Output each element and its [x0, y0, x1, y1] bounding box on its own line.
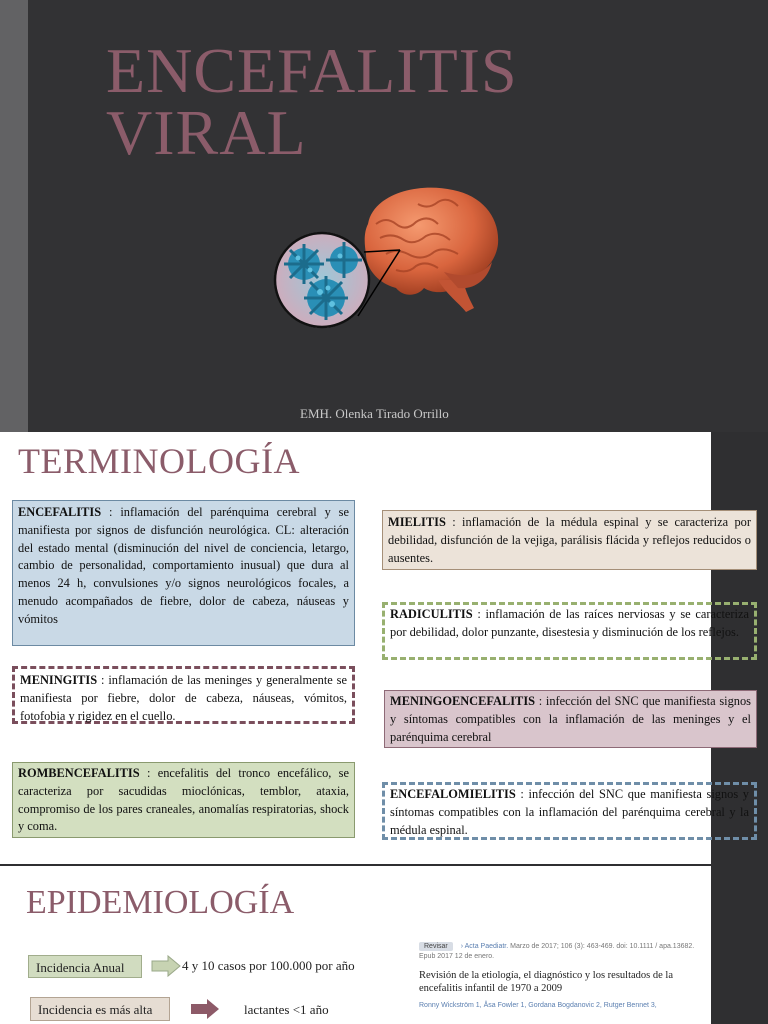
arrow-right-icon — [152, 956, 180, 976]
term-label: ROMBENCEFALITIS — [18, 766, 140, 780]
slide-title — [106, 35, 518, 168]
definition-box-mielitis — [382, 510, 757, 570]
definition-text: infección del SNC que manifiesta signos y síntomas compatibles con la inflamación del parénquima cerebral y la médula espinal. — [390, 787, 749, 837]
definition-text: inflamación de las meninges y generalmente se manifiesta por fiebre, dolor de cabeza, náuseas, vómitos, fotofobia y rigidez en el cuello. — [20, 673, 348, 723]
title-slide — [0, 0, 768, 432]
definition-box-meningoencefalitis — [384, 690, 757, 748]
brain-virus-illustration — [268, 184, 508, 334]
term-label: ENCEFALOMIELITIS — [390, 787, 516, 801]
separator: : — [515, 787, 529, 801]
virus-magnifier-icon — [268, 224, 378, 334]
slide-title: EPIDEMIOLOGÍA — [26, 884, 295, 921]
definition-box-meningitis — [12, 666, 355, 724]
definition-text: infección del SNC que manifiesta signos y síntomas compatibles con la inflamación de las meninges y el parénquima cerebral — [390, 694, 751, 744]
term-label: MIELITIS — [388, 515, 446, 529]
title-line-2: VIRAL — [106, 97, 307, 168]
chevron-right-icon: › — [460, 943, 464, 950]
citation-text: Marzo de 2017; 106 (3): 463-469. doi: 10.1111 / apa.13682. — [510, 943, 695, 950]
definition-box-encefalomielitis — [382, 782, 757, 840]
terminology-slide — [0, 432, 751, 864]
definition-text: inflamación de las raíces nerviosas y se caracteriza por debilidad, dolor punzante, disestesia y disminución de los reflejos. — [390, 607, 749, 639]
incidencia-alta-label: Incidencia es más alta — [30, 997, 170, 1021]
separator: : — [139, 766, 158, 780]
separator: : — [101, 505, 121, 519]
brain-icon — [365, 188, 498, 312]
arrow-right-icon — [191, 999, 219, 1019]
term-label: ENCEFALITIS — [18, 505, 102, 519]
definition-text: inflamación del parénquima cerebral y se manifiesta por signos de disfunción neurológica. CL: alteración del estado mental (disminución del nivel de conciencia, letargo, cambio de personalidad, comportamiento inusual) que dura al menos 24 h, convulsiones y/o signos neurológicos focales, a menudo acompañados de fiebre, dolor de cabeza, náuseas y vómitos — [18, 505, 349, 626]
citation-header — [419, 942, 699, 951]
incidencia-anual-label: Incidencia Anual — [28, 955, 142, 978]
term-label: RADICULITIS — [390, 607, 473, 621]
epidemiology-slide — [0, 866, 711, 1024]
epub-date: Epub 2017 12 de enero. — [419, 953, 495, 960]
journal-link[interactable]: Acta Paediatr. — [464, 943, 509, 950]
review-button[interactable]: Revisar — [419, 942, 453, 951]
term-label: MENINGOENCEFALITIS — [390, 694, 536, 708]
incidencia-alta-value: lactantes <1 año — [244, 1002, 329, 1017]
separator: : — [445, 515, 463, 529]
article-authors[interactable]: Ronny Wickström 1, Åsa Fowler 1, Gordana Bogdanovic 2, Rutger Bennet 3, — [419, 1002, 657, 1009]
definition-box-radiculitis — [382, 602, 757, 660]
separator: : — [472, 607, 486, 621]
definition-box-encefalitis — [12, 500, 355, 646]
article-title: Revisión de la etiología, el diagnóstico y los resultados de la encefalitis infantil de 1970 a 2009 — [419, 970, 673, 994]
term-label: MENINGITIS — [20, 673, 98, 687]
side-strip — [0, 0, 28, 432]
definition-box-rombencefalitis — [12, 762, 355, 838]
definition-text: encefalitis del tronco encefálico, se caracteriza por sacudidas mioclónicas, temblor, ataxia, compromiso de los pares craneales, anomalías respiratorias, shock y coma. — [18, 766, 349, 834]
separator: : — [535, 694, 546, 708]
definition-text: inflamación de la médula espinal y se caracteriza por debilidad, disfunción de la vejiga, parálisis flácida y reflejos reducidos o ausentes. — [388, 515, 751, 565]
incidencia-anual-value: 4 y 10 casos por 100.000 por año — [182, 958, 355, 973]
author-name: EMH. Olenka Tirado Orrillo — [300, 406, 449, 421]
separator: : — [97, 673, 109, 687]
reference-citation — [419, 942, 699, 1010]
slide-title: TERMINOLOGÍA — [18, 441, 300, 481]
title-line-1: ENCEFALITIS — [106, 35, 518, 106]
